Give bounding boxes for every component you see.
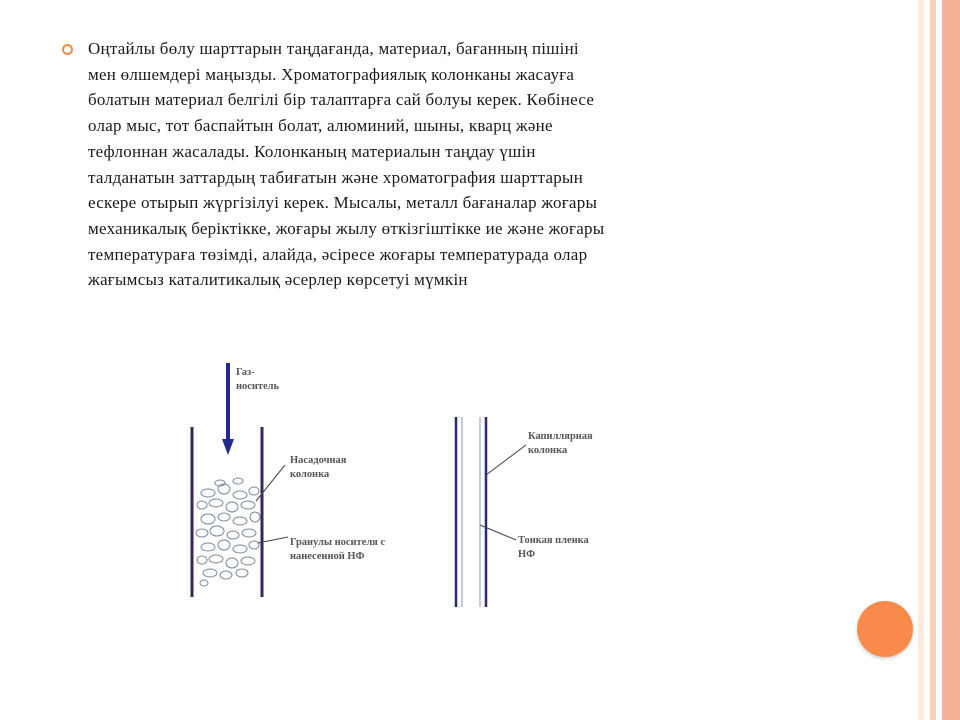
decorative-stripe	[942, 0, 960, 720]
label-carrier-gas: Газ- носитель	[236, 366, 280, 392]
column-diagram	[180, 355, 650, 615]
carrier-gas-arrow	[222, 363, 234, 455]
label-thin-film: Тонкая пленка НФ	[518, 534, 589, 560]
label-capillary-column: Капиллярная колонка	[528, 430, 593, 456]
bullet-text: Оңтайлы бөлу шарттарын таңдағанда, материал, бағанның пішіні мен өлшемдері маңызды. Хроматографиялық колонканы жасауға болатын материал белгілі бір талаптарға сай болуы керек. Көбінесе олар мыс, тот баспайтын болат, алюминий, шыны, кварц және тефлоннан жасалады. Колонканың материалын таңдау үшін талданатын заттардың табиғатын және хроматография шарттарын ескере отырып жүргізілуі керек. Мысалы, металл бағаналар жоғары механикалық беріктікке, жоғары жылу өткізгіштікке ие және жоғары температураға төзімді, алайда, әсіресе жоғары температурада олар жағымсыз каталитикалық әсерлер көрсетуі мүмкін	[88, 39, 605, 290]
capillary-column	[456, 417, 486, 607]
column-diagram-drawing	[180, 355, 650, 615]
label-granules: Гранулы носителя с нанесенной НФ	[290, 536, 386, 562]
navigation-circle-button[interactable]	[857, 601, 913, 657]
bullet-item	[60, 36, 840, 293]
bullet-circle-icon	[62, 44, 73, 55]
label-packed-column: Насадочная колонка	[290, 454, 347, 480]
bullet-list	[60, 36, 840, 293]
granules	[196, 478, 260, 586]
